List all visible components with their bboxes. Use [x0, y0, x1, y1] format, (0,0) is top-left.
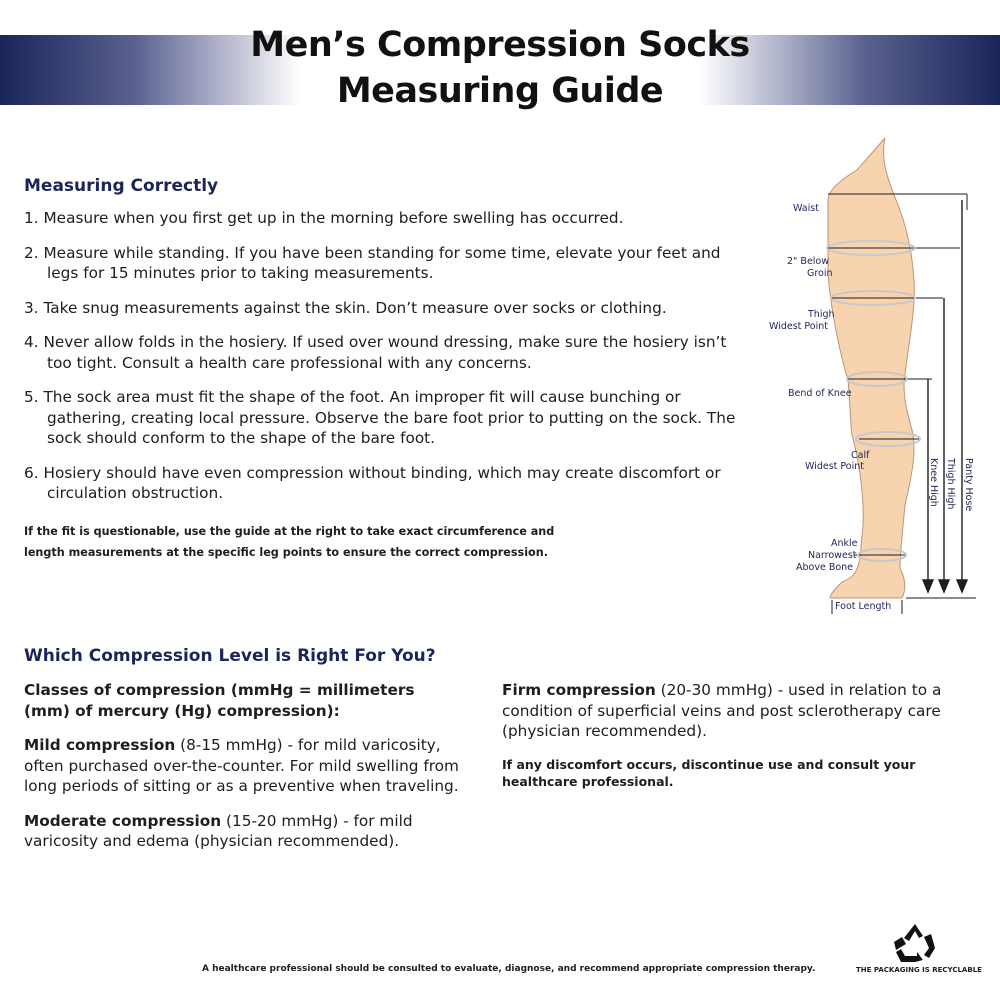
firm-paragraph	[502, 680, 962, 742]
firm-label: Firm compression	[502, 681, 656, 699]
label-panty-hose: Panty Hose	[963, 458, 974, 512]
step-5: 5. The sock area must fit the shape of the foot. An improper fit will cause bunching or gathering, creating local pressure. Observe the bare foot prior to putting on the sock. The sock should conform to the shape of the bare foot.	[24, 388, 736, 447]
title-line-1: Men’s Compression Socks	[250, 25, 750, 65]
label-below-groin-2: Groin	[807, 268, 833, 279]
classes-text: Classes of compression (mmHg = millimeters (mm) of mercury (Hg) compression):	[24, 681, 415, 720]
leg-measuring-diagram	[760, 130, 1000, 620]
label-ankle-1: Ankle	[831, 538, 858, 549]
step-4: 4. Never allow folds in the hosiery. If used over wound dressing, make sure the hosiery isn’t too tight. Consult a health care professional with any concerns.	[24, 333, 727, 372]
title-line-2: Measuring Guide	[336, 71, 664, 111]
firm-text: (20-30 mmHg) - used in relation to a condition of superficial veins and post sclerotherapy care (physician recommended).	[502, 681, 942, 740]
fit-note: If the fit is questionable, use the guide at the right to take exact circumference and length measurements at the specific leg points to ensure the correct compression.	[24, 525, 555, 559]
footer-disclaimer: A healthcare professional should be consulted to evaluate, diagnose, and recommend appropriate compression therapy.	[202, 964, 816, 974]
step-3: 3. Take snug measurements against the skin. Don’t measure over socks or clothing.	[24, 298, 667, 317]
recycle-label: THE PACKAGING IS RECYCLABLE	[856, 966, 982, 974]
label-ankle-2: Narrowest	[808, 550, 857, 561]
compression-heading: Which Compression Level is Right For You?	[24, 646, 436, 666]
mild-label: Mild compression	[24, 736, 176, 754]
label-thigh-1: Thigh	[808, 309, 835, 320]
label-calf-1: Calf	[851, 450, 870, 461]
label-below-groin-1: 2" Below	[787, 256, 830, 267]
measuring-heading: Measuring Correctly	[24, 176, 219, 196]
leg-silhouette	[828, 138, 914, 598]
mild-text: (8-15 mmHg) - for mild varicosity, often purchased over-the-counter. For mild swelling from long periods of sitting or as a preventive when traveling.	[24, 736, 459, 795]
label-thigh-high: Thigh High	[945, 458, 956, 510]
label-calf-2: Widest Point	[805, 461, 864, 472]
step-1: 1. Measure when you first get up in the morning before swelling has occurred.	[24, 209, 624, 227]
step-2: 2. Measure while standing. If you have been standing for some time, elevate your feet and legs for 15 minutes prior to taking measurements.	[24, 243, 721, 282]
compression-left-column	[24, 680, 464, 866]
discomfort-warning: If any discomfort occurs, discontinue use and consult your healthcare professional.	[502, 756, 916, 789]
label-thigh-2: Widest Point	[769, 321, 828, 332]
label-waist: Waist	[793, 203, 819, 214]
mild-paragraph	[24, 735, 464, 797]
step-6: 6. Hosiery should have even compression without binding, which may create discomfort or circulation obstruction.	[24, 463, 721, 502]
measuring-steps	[24, 208, 754, 518]
label-knee: Bend of Knee	[788, 388, 852, 399]
label-ankle-3: Above Bone	[796, 562, 854, 573]
recycle-icon	[893, 922, 937, 964]
moderate-label: Moderate compression	[24, 811, 222, 830]
label-knee-high: Knee High	[928, 458, 939, 507]
moderate-paragraph	[24, 811, 464, 852]
moderate-text: (15-20 mmHg) - for mild varicosity and edema (physician recommended).	[24, 811, 413, 850]
compression-right-column	[502, 680, 962, 804]
label-foot-length: Foot Length	[835, 601, 892, 612]
page-title	[0, 22, 1000, 114]
